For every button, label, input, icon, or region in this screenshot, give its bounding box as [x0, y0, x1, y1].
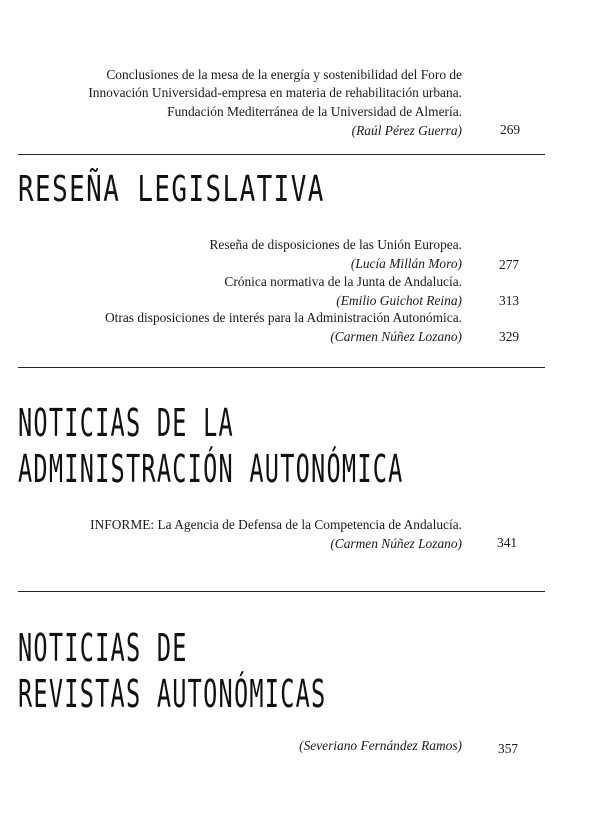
entry-page-number: 341 — [497, 535, 518, 550]
entry-page-number: 313 — [499, 293, 520, 308]
entry-title-line: INFORME: La Agencia de Defensa de la Competencia de Andalucía. — [90, 517, 462, 532]
entry-title-line: Crónica normativa de la Junta de Andalucía. — [224, 274, 462, 289]
entry-title-line: Innovación Universidad-empresa en materia de rehabilitación urbana. — [88, 85, 462, 100]
section-heading-line: NOTICIAS DE LA — [18, 401, 234, 445]
entry-title-line: Otras disposiciones de interés para la Administración Autonómica. — [104, 310, 462, 325]
entry-page-number: 357 — [498, 741, 519, 756]
entry-author: (Raúl Pérez Guerra) — [351, 123, 462, 138]
toc-entry — [0, 236, 462, 276]
entry-page-number: 329 — [499, 329, 520, 344]
section-heading-line: REVISTAS AUTONÓMICAS — [18, 672, 327, 716]
toc-entry — [0, 66, 462, 146]
toc-entry — [0, 516, 462, 556]
entry-title-line: Fundación Mediterránea de la Universidad de Almería. — [167, 104, 462, 119]
toc-entry — [0, 309, 462, 349]
toc-entry — [0, 737, 462, 757]
entry-title-line: Reseña de disposiciones de las Unión Europea. — [209, 237, 462, 252]
entry-author: (Severiano Fernández Ramos) — [299, 738, 462, 753]
section-heading — [18, 170, 325, 210]
entry-author: (Emilio Guichot Reina) — [336, 293, 462, 308]
section-heading — [18, 625, 326, 717]
section-heading-line: RESEÑA LEGISLATIVA — [18, 169, 325, 210]
section-heading-line: ADMINISTRACIÓN AUTONÓMICA — [18, 447, 404, 491]
entry-author: (Carmen Núñez Lozano) — [330, 329, 462, 344]
entry-page-number: 269 — [500, 122, 521, 137]
section-divider — [18, 367, 545, 368]
section-heading — [18, 400, 404, 492]
entry-author: (Lucía Millán Moro) — [350, 256, 462, 271]
entry-title-line: Conclusiones de la mesa de la energía y sostenibilidad del Foro de — [106, 67, 462, 82]
section-divider — [18, 154, 545, 155]
section-heading-line: NOTICIAS DE — [18, 626, 188, 670]
entry-page-number: 277 — [499, 257, 520, 272]
section-divider — [18, 591, 545, 592]
toc-entry — [0, 273, 462, 313]
entry-author: (Carmen Núñez Lozano) — [330, 536, 462, 551]
